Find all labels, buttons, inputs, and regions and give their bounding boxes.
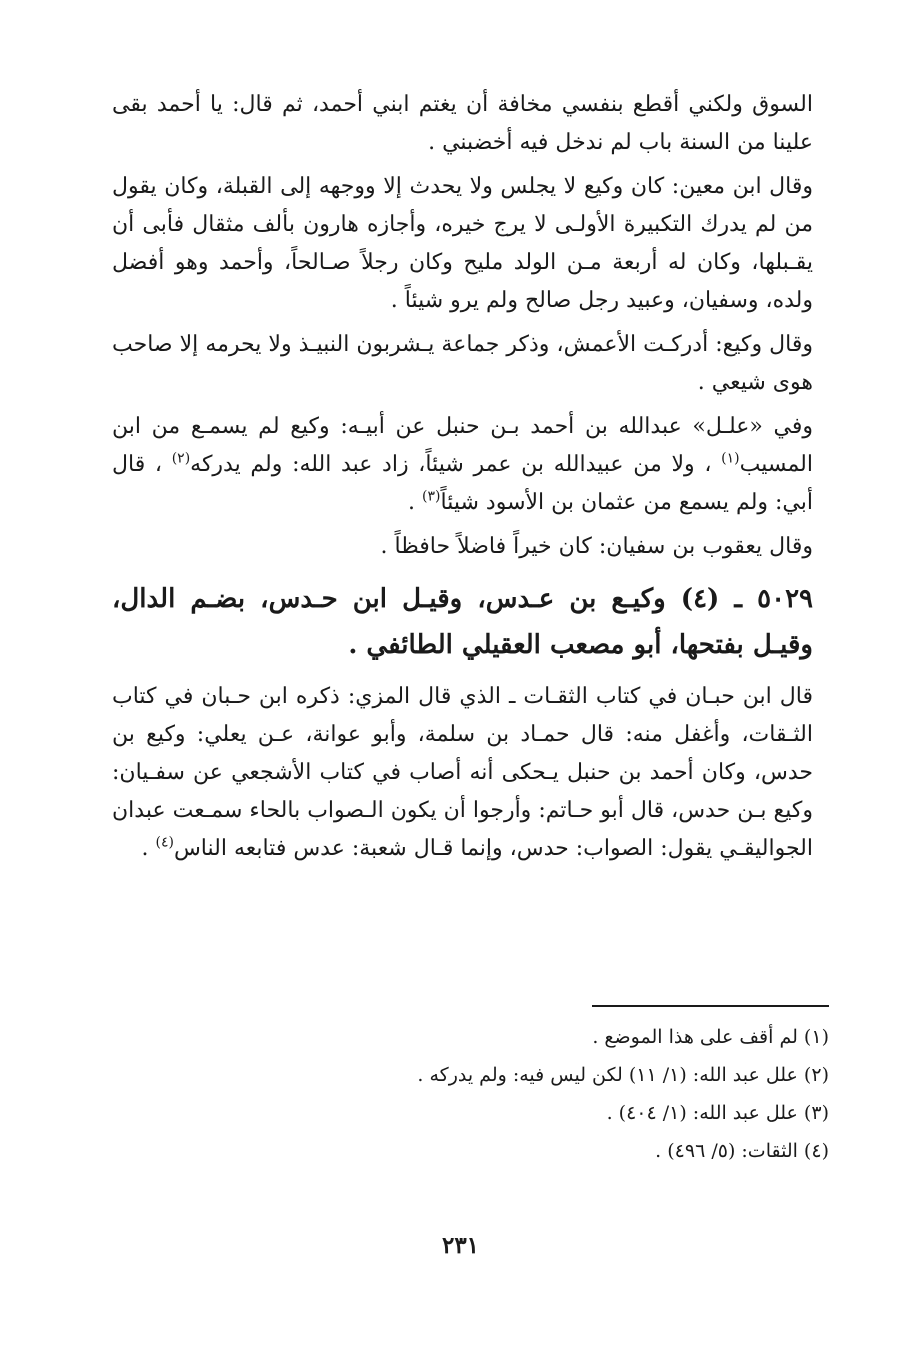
- footnote-1: (١) لم أقف على هذا الموضع .: [592, 1026, 829, 1048]
- paragraph-4-text-3: ، قال أبي: ولم يسمع من عثمان بن الأسود شيئاً: [112, 452, 813, 515]
- footnote-divider: [592, 1005, 829, 1007]
- paragraph-5: وقال يعقوب بن سفيان: كان خيراً فاضلاً حافظاً .: [380, 534, 813, 559]
- footnote-ref-2: (٢): [171, 450, 191, 467]
- entry-heading: ٥٠٢٩ ـ (٤) وكيـع بن عـدس، وقيـل ابن حـدس، بضـم الدال، وقيـل بفتحها، أبو مصعب العقيلي الطائفي .: [112, 584, 813, 660]
- footnote-ref-3: (٣): [422, 488, 441, 505]
- footnote-2: (٢) علل عبد الله: (١/ ١١) لكن ليس فيه: ولم يدركه .: [417, 1064, 829, 1086]
- footnote-3: (٣) علل عبد الله: (١/ ٤٠٤) .: [606, 1102, 829, 1124]
- paragraph-2: وقال ابن معين: كان وكيع لا يجلس ولا يحدث إلا ووجهه إلى القبلة، وكان يقول من لم يدرك التكبيرة الأولـى لا يرج خيره، وأجازه هارون بألف مثقال فأبى أن يقـبلها، وكان له أربعة مـن الولد مليح وكان رجلاً صـالحاً، وأحمد وهو أفضل ولده، وسفيان، وعبيد رجل صالح ولم يرو شيئاً .: [112, 174, 813, 313]
- footnote-4: (٤) الثقات: (٥/ ٤٩٦) .: [655, 1140, 829, 1162]
- footnotes: [200, 1020, 829, 1172]
- paragraph-6: [112, 678, 813, 868]
- paragraph-4-text-2: ، ولا من عبيدالله بن عمر شيئاً، زاد عبد الله: ولم يدركه: [190, 452, 722, 477]
- footnote-ref-1: (١): [721, 450, 740, 467]
- paragraph-6-text-2: .: [141, 836, 156, 861]
- paragraph-3: وقال وكيع: أدركـت الأعمش، وذكر جماعة يـشربون النبيـذ ولا يحرمه إلا صاحب هوى شيعي .: [112, 332, 813, 395]
- paragraph-4-text-4: .: [408, 490, 423, 515]
- paragraph-6-text-1: قال ابن حبـان في كتاب الثقـات ـ الذي قال المزي: ذكره ابن حـبان في كتاب الثـقات، وأغفل منه: قال حمـاد بن سلمة، وأبو عوانة، عـن يعلي: وكيع بن حدس، وكان أحمد بن حنبل يـحكى أنه أصاب في كتاب الأشجعي عن سفـيان: وكيع بـن حدس، قال أبو حـاتم: وأرجوا أن يكون الـصواب بالحاء سمـعت عبدان الجواليقـي يقول: الصواب: حدس، وإنما قـال شعبة: عدس فتابعه الناس: [112, 684, 813, 861]
- paragraph-4: [112, 408, 813, 522]
- paragraph-4-text-1: وفي «علـل» عبدالله بن أحمد بـن حنبل عن أبيـه: وكيع لم يسمـع من ابن المسيب: [112, 414, 813, 477]
- page-number: ٢٣١: [441, 1232, 480, 1259]
- footnote-ref-4: (٤): [155, 834, 174, 851]
- main-text: [112, 86, 813, 874]
- paragraph-1: السوق ولكني أقطع بنفسي مخافة أن يغتم ابني أحمد، ثم قال: يا أحمد بقى علينا من السنة باب لم ندخل فيه أخضبني .: [112, 92, 813, 155]
